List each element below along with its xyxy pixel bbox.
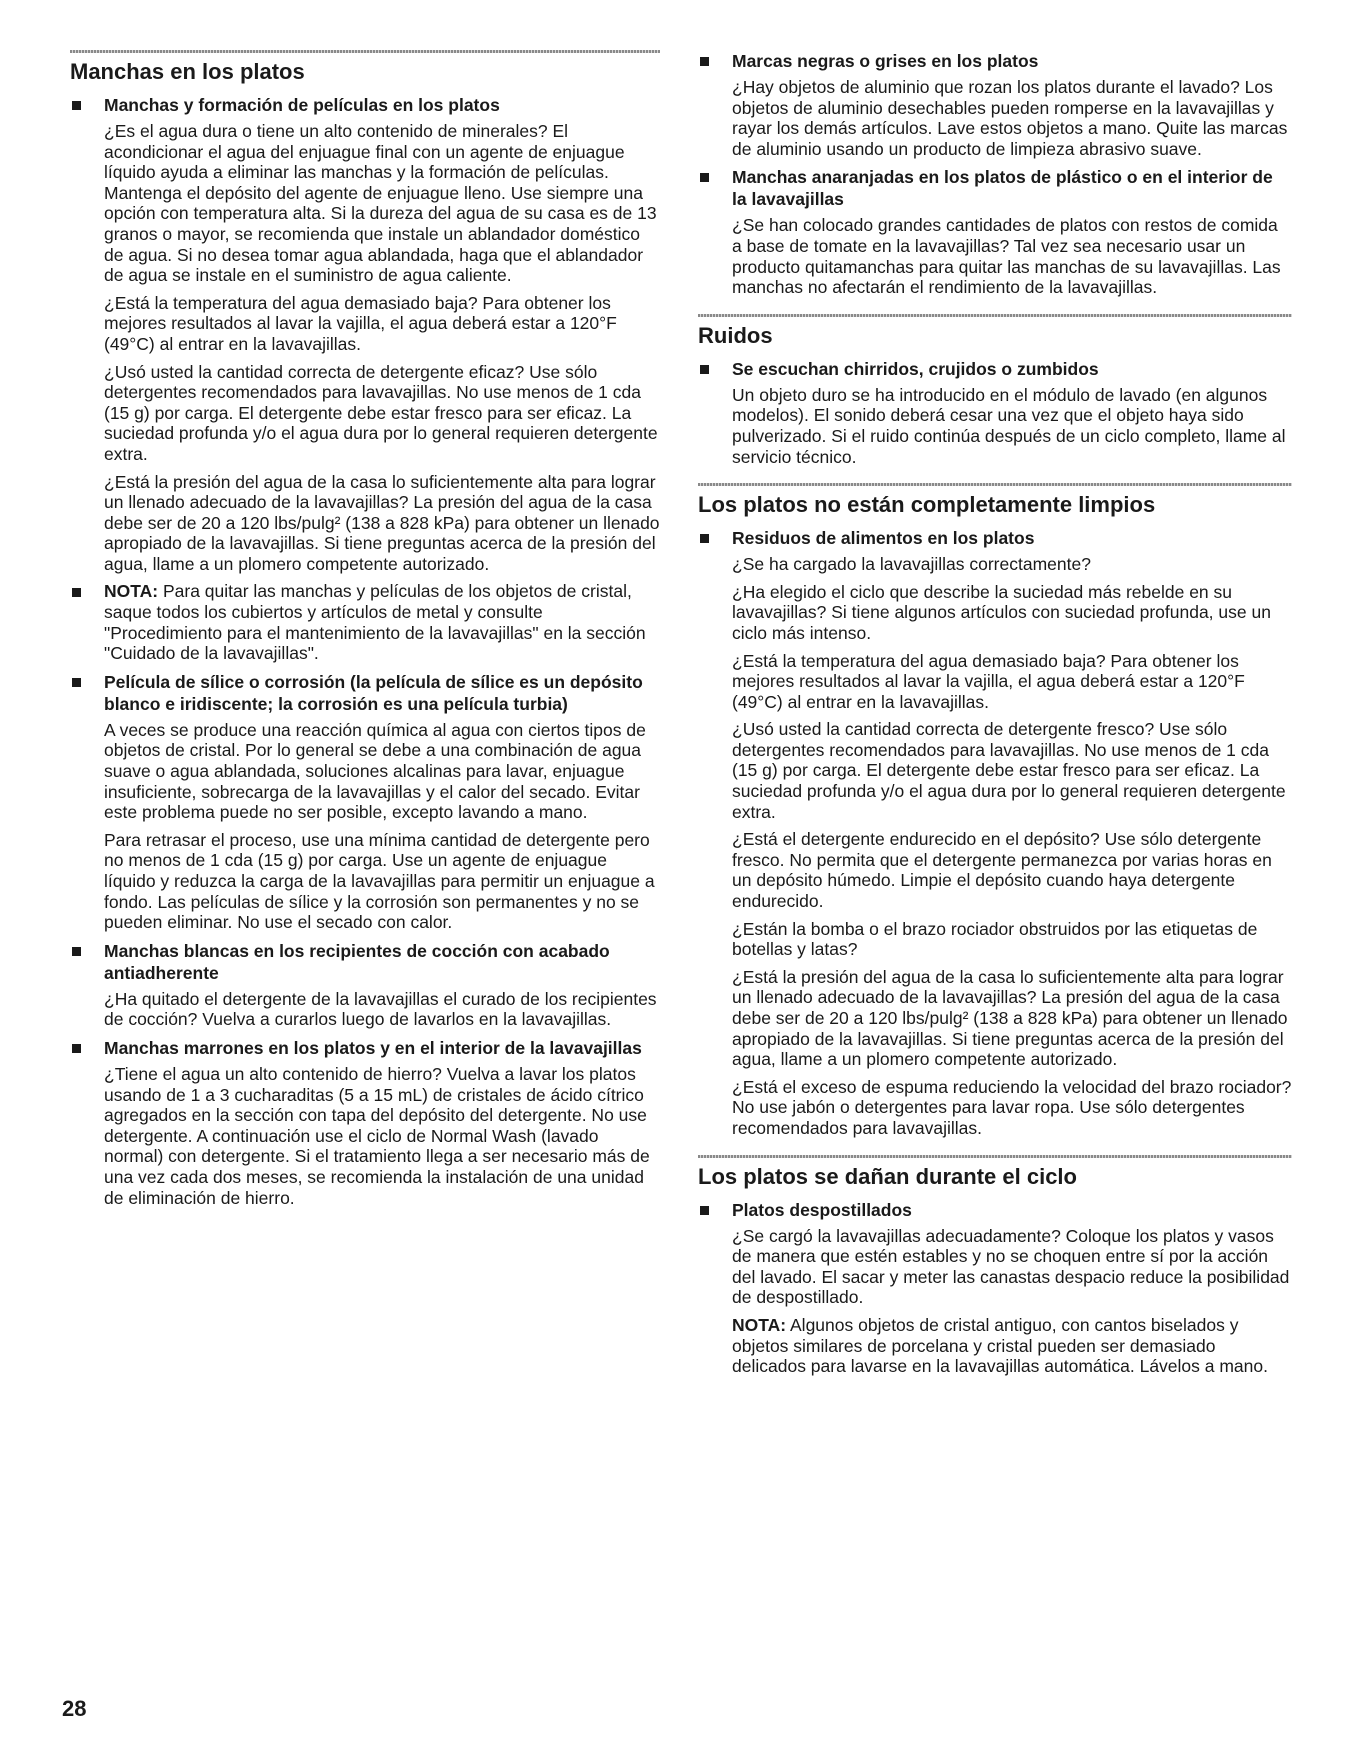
list-item	[70, 94, 660, 574]
paragraph: ¿Está la temperatura del agua demasiado baja? Para obtener los mejores resultados al lavar la vajilla, el agua deberá estar a 120°F (49°C) al entrar en la lavavajillas.	[732, 650, 1245, 712]
paragraph: ¿Está la temperatura del agua demasiado baja? Para obtener los mejores resultados al lavar la vajilla, el agua deberá estar a 120°F (49°C) al entrar en la lavavajillas.	[104, 292, 617, 354]
section-divider	[698, 1155, 1292, 1158]
section	[698, 483, 1292, 1138]
list-item	[698, 358, 1292, 467]
section-divider	[698, 483, 1292, 486]
square-bullet-icon	[700, 1206, 709, 1215]
section-title: Ruidos	[698, 322, 773, 348]
paragraph: ¿Se ha cargado la lavavajillas correctamente?	[732, 554, 1091, 575]
item-heading: Residuos de alimentos en los platos	[732, 528, 1035, 549]
note-paragraph	[104, 581, 660, 663]
left-column	[70, 50, 660, 1224]
paragraph: ¿Está el exceso de espuma reduciendo la velocidad del brazo rociador? No use jabón o detergentes para lavar ropa. Use sólo detergentes recomendados para lavavajillas.	[732, 1076, 1292, 1138]
paragraph: A veces se produce una reacción química al agua con ciertos tipos de objetos de cristal. Por lo general se debe a una combinación de agua suave o agua ablandada, soluciones alcalinas para lavar, enjuague insuficiente, sobrecarga de la lavavajillas y el calor del secado. Evitar este problema puede no ser posible, excepto lavando a mano.	[104, 719, 646, 823]
note-text: Para quitar las manchas y películas de los objetos de cristal, saque todos los cubiertos y artículos de metal y consulte "Procedimiento para el mantenimiento de la lavavajillas" en la sección "Cuidado de la lavavajillas".	[104, 581, 646, 664]
paragraph: ¿Se han colocado grandes cantidades de platos con restos de comida a base de tomate en la lavavajillas? Tal vez sea necesario usar un producto quitamanchas para quitar las manchas de su lavavajillas. Las manchas no afectarán el rendimiento de la lavavajillas.	[732, 215, 1281, 298]
paragraph: ¿Es el agua dura o tiene un alto contenido de minerales? El acondicionar el agua del enjuague final con un agente de enjuague líquido ayuda a eliminar las manchas y la formación de películas. Mantenga el depósito del agente de enjuague lleno. Use siempre una opción con temperatura alta. Si la dureza del agua de su casa es de 13 granos o mayor, se recomienda que instale un ablandador doméstico de agua. Si no desea tomar agua ablandada, haga que el ablandador de agua se instale en el suministro de agua caliente.	[104, 121, 657, 286]
note-label: NOTA:	[104, 581, 159, 602]
item-heading: Película de sílice o corrosión (la película de sílice es un depósito blanco e iridiscente; la corrosión es una película turbia)	[104, 671, 643, 714]
item-heading: Manchas blancas en los recipientes de cocción con acabado antiadherente	[104, 940, 610, 983]
note-text: Algunos objetos de cristal antiguo, con cantos biselados y objetos similares de porcelana y cristal pueden ser demasiado delicados para lavarse en la lavavajillas automática. Lávelos a mano.	[732, 1314, 1268, 1377]
section-divider	[698, 314, 1292, 317]
square-bullet-icon	[72, 947, 81, 956]
section	[698, 314, 1292, 467]
item-heading: Se escuchan chirridos, crujidos o zumbidos	[732, 358, 1099, 379]
square-bullet-icon	[72, 101, 81, 110]
item-heading: Manchas anaranjadas en los platos de plástico o en el interior de la lavavajillas	[732, 167, 1273, 210]
paragraph: ¿Se cargó la lavavajillas adecuadamente? Coloque los platos y vasos de manera que estén estables y no se choquen entre sí por la acción del lavado. El sacar y meter las canastas despacio reduce la posibilidad de despostillado.	[732, 1225, 1290, 1308]
item-heading: Marcas negras o grises en los platos	[732, 51, 1039, 71]
paragraph: ¿Está la presión del agua de la casa lo suficientemente alta para lograr un llenado adecuado de la lavavajillas? La presión del agua de la casa debe ser de 20 a 120 lbs/pulg² (138 a 828 kPa) para obtener un llenado apropiado de la lavavajillas. Si tiene preguntas acerca de la presión del agua, llame a un plomero competente autorizado.	[104, 471, 660, 574]
square-bullet-icon	[700, 534, 709, 543]
section	[698, 1155, 1292, 1377]
square-bullet-icon	[72, 588, 81, 597]
section	[698, 50, 1292, 298]
list-item	[70, 671, 660, 933]
list-item	[698, 50, 1292, 159]
paragraph: ¿Hay objetos de aluminio que rozan los platos durante el lavado? Los objetos de aluminio desechables pueden romperse en la lavavajillas y rayar los demás artículos. Lave estos objetos a mano. Quite las marcas de aluminio usando un producto de limpieza abrasivo suave.	[732, 77, 1288, 159]
section-title: Los platos no están completamente limpios	[698, 492, 1156, 518]
section-title: Manchas en los platos	[70, 59, 305, 84]
paragraph: ¿Están la bomba o el brazo rociador obstruidos por las etiquetas de botellas y latas?	[732, 918, 1258, 960]
list-item	[70, 581, 660, 663]
list-item	[698, 527, 1292, 1138]
square-bullet-icon	[72, 1044, 81, 1053]
item-heading: Manchas marrones en los platos y en el interior de la lavavajillas	[104, 1037, 642, 1058]
paragraph: ¿Ha quitado el detergente de la lavavajillas el curado de los recipientes de cocción? Vuelva a curarlos luego de lavarlos en la lavavajillas.	[104, 988, 657, 1030]
paragraph: ¿Usó usted la cantidad correcta de detergente fresco? Use sólo detergentes recomendados para lavavajillas. No use menos de 1 cda (15 g) por carga. El detergente debe estar fresco para ser eficaz. La suciedad profunda y/o el agua dura por lo general requieren detergente extra.	[732, 719, 1286, 822]
square-bullet-icon	[700, 173, 709, 182]
list-item	[698, 166, 1292, 297]
paragraph: ¿Usó usted la cantidad correcta de detergente eficaz? Use sólo detergentes recomendados para lavavajillas. No use menos de 1 cda (15 g) por carga. El detergente debe estar fresco para ser eficaz. La suciedad profunda y/o el agua dura por lo general requieren detergente extra.	[104, 361, 658, 464]
section	[70, 50, 660, 1208]
page-number: 28	[62, 1696, 87, 1721]
paragraph: ¿Está el detergente endurecido en el depósito? Use sólo detergente fresco. No permita que el detergente permanezca por varias horas en un depósito húmedo. Limpie el depósito cuando haya detergente endurecido.	[732, 829, 1272, 912]
paragraph: Un objeto duro se ha introducido en el módulo de lavado (en algunos modelos). El sonido deberá cesar una vez que el objeto haya sido pulverizado. Si el ruido continúa después de un ciclo completo, llame al servicio técnico.	[732, 384, 1286, 467]
square-bullet-icon	[700, 57, 709, 66]
section-divider	[70, 50, 660, 53]
paragraph: Para retrasar el proceso, use una mínima cantidad de detergente pero no menos de 1 cda (15 g) por carga. Use un agente de enjuague líquido y reduzca la carga de la lavavajillas para permitir un enjuague a fondo. Las películas de sílice y la corrosión son permanentes y no se pueden eliminar. No use el secado con calor.	[104, 829, 655, 933]
note-paragraph	[732, 1315, 1292, 1377]
paragraph: ¿Ha elegido el ciclo que describe la suciedad más rebelde en su lavavajillas? Si tiene algunos artículos con suciedad profunda, use un ciclo más intenso.	[732, 581, 1271, 643]
list-item	[70, 1037, 660, 1208]
square-bullet-icon	[72, 678, 81, 687]
section-title: Los platos se dañan durante el ciclo	[698, 1163, 1077, 1189]
list-item	[70, 940, 660, 1030]
paragraph: ¿Está la presión del agua de la casa lo suficientemente alta para lograr un llenado adecuado de la lavavajillas? La presión del agua de la casa debe ser de 20 a 120 lbs/pulg² (138 a 828 kPa) para obtener un llenado apropiado de la lavavajillas. Si tiene preguntas acerca de la presión del agua, llame a un plomero competente autorizado.	[732, 966, 1288, 1070]
item-heading: Platos despostillados	[732, 1199, 912, 1220]
note-label: NOTA:	[732, 1314, 787, 1335]
paragraph: ¿Tiene el agua un alto contenido de hierro? Vuelva a lavar los platos usando de 1 a 3 cucharaditas (5 a 15 mL) de cristales de ácido cítrico agregados en la sección con tapa del depósito del detergente. No use detergente. A continuación use el ciclo de Normal Wash (lavado normal) con detergente. Si el tratamiento llega a ser necesario más de una vez cada dos meses, se recomienda la instalación de una unidad de eliminación de hierro.	[104, 1063, 650, 1208]
right-column	[698, 50, 1292, 1393]
square-bullet-icon	[700, 365, 709, 374]
item-heading: Manchas y formación de películas en los platos	[104, 95, 500, 115]
list-item	[698, 1199, 1292, 1377]
